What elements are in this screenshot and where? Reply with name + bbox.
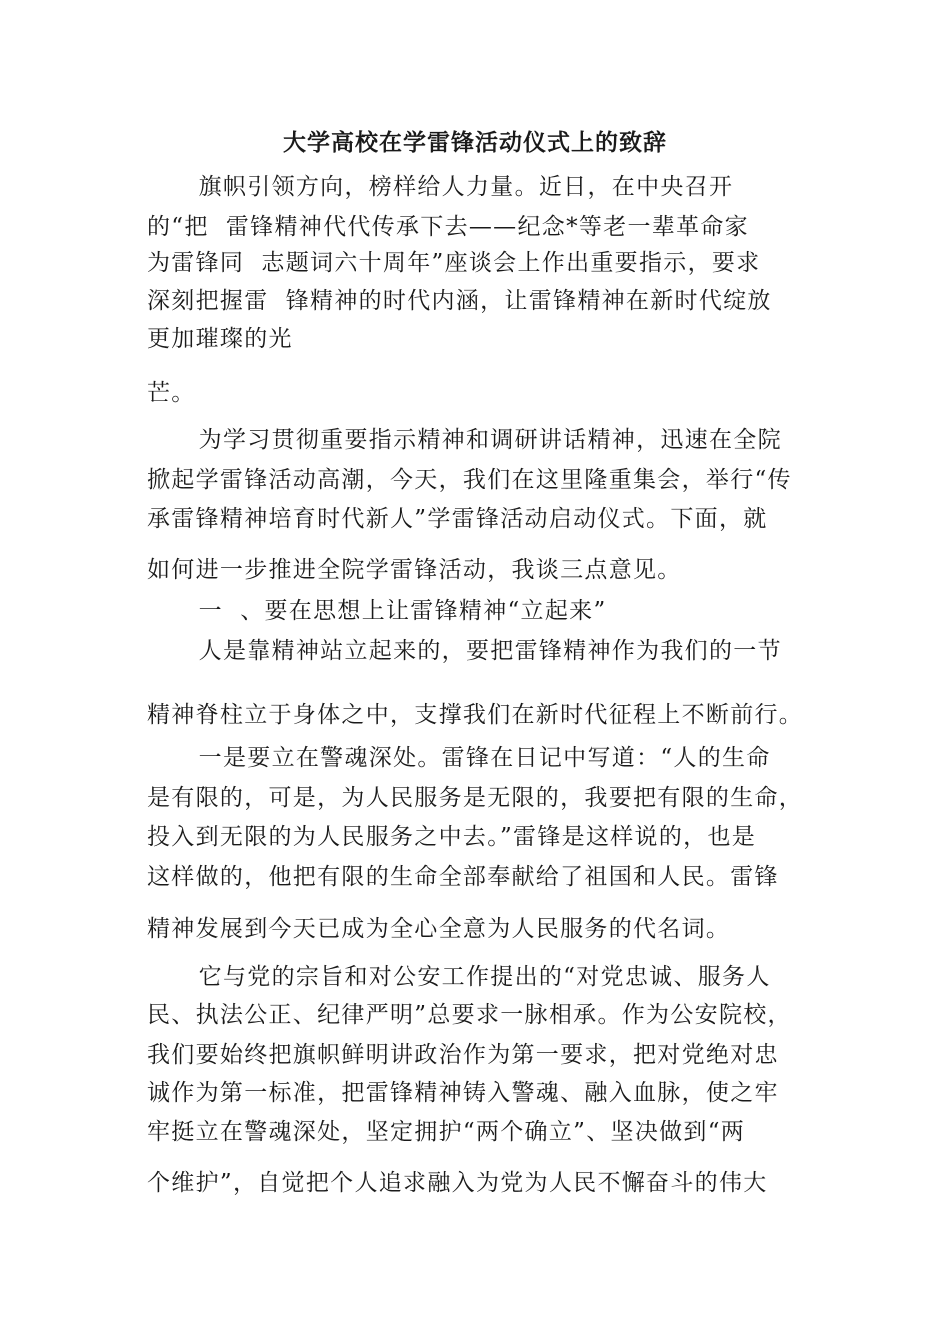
text-line: 掀起学雷锋活动高潮，今天，我们在这里隆重集会，举行“传: [147, 467, 792, 493]
text-line: 芒。: [147, 380, 196, 406]
text-line: 投入到无限的为人民服务之中去。”雷锋是这样说的，也是: [147, 824, 757, 850]
text-line: 个维护”，自觉把个人追求融入为党为人民不懈奋斗的伟大: [147, 1170, 768, 1196]
text-line: 民、执法公正、纪律严明”总要求一脉相承。作为公安院校，: [147, 1002, 792, 1028]
text-line: 深刻把握雷 锋精神的时代内涵，让雷锋精神在新时代绽放: [147, 288, 772, 314]
text-line: 为学习贯彻重要指示精神和调研讲话精神，迅速在全院: [147, 427, 782, 453]
text-line: 精神脊柱立于身体之中，支撑我们在新时代征程上不断前行。: [147, 702, 804, 728]
text-line: 牢挺立在警魂深处，坚定拥护“两个确立”、坚决做到“两: [147, 1119, 746, 1145]
text-line: 它与党的宗旨和对公安工作提出的“对党忠诚、服务人: [147, 964, 771, 990]
text-line: 的“把 雷锋精神代代传承下去——纪念*等老一辈革命家: [147, 214, 749, 240]
text-line: 诚作为第一标准，把雷锋精神铸入警魂、融入血脉，使之牢: [147, 1080, 779, 1106]
text-line: 承雷锋精神培育时代新人”学雷锋活动启动仪式。下面，就: [147, 506, 768, 532]
text-line: 如何进一步推进全院学雷锋活动，我谈三点意见。: [147, 557, 682, 583]
text-line: 这样做的，他把有限的生命全部奉献给了祖国和人民。雷锋: [147, 864, 779, 890]
text-line: 是有限的，可是，为人民服务是无限的，我要把有限的生命，: [147, 785, 804, 811]
text-line: 更加璀璨的光: [147, 326, 293, 352]
text-line: 我们要始终把旗帜鲜明讲政治作为第一要求，把对党绝对忠: [147, 1042, 779, 1068]
text-line: 一是要立在警魂深处。雷锋在日记中写道：“人的生命: [147, 745, 771, 771]
text-line: 人是靠精神站立起来的，要把雷锋精神作为我们的一节: [147, 638, 782, 664]
text-line: 为雷锋同 志题词六十周年”座谈会上作出重要指示，要求: [147, 250, 761, 276]
text-line: 旗帜引领方向，榜样给人力量。近日，在中央召开: [147, 174, 734, 200]
section-heading: 一 、要在思想上让雷锋精神“立起来”: [147, 598, 607, 624]
text-line: 精神发展到今天已成为全心全意为人民服务的代名词。: [147, 916, 731, 942]
document-title: 大学高校在学雷锋活动仪式上的致辞: [283, 129, 667, 156]
